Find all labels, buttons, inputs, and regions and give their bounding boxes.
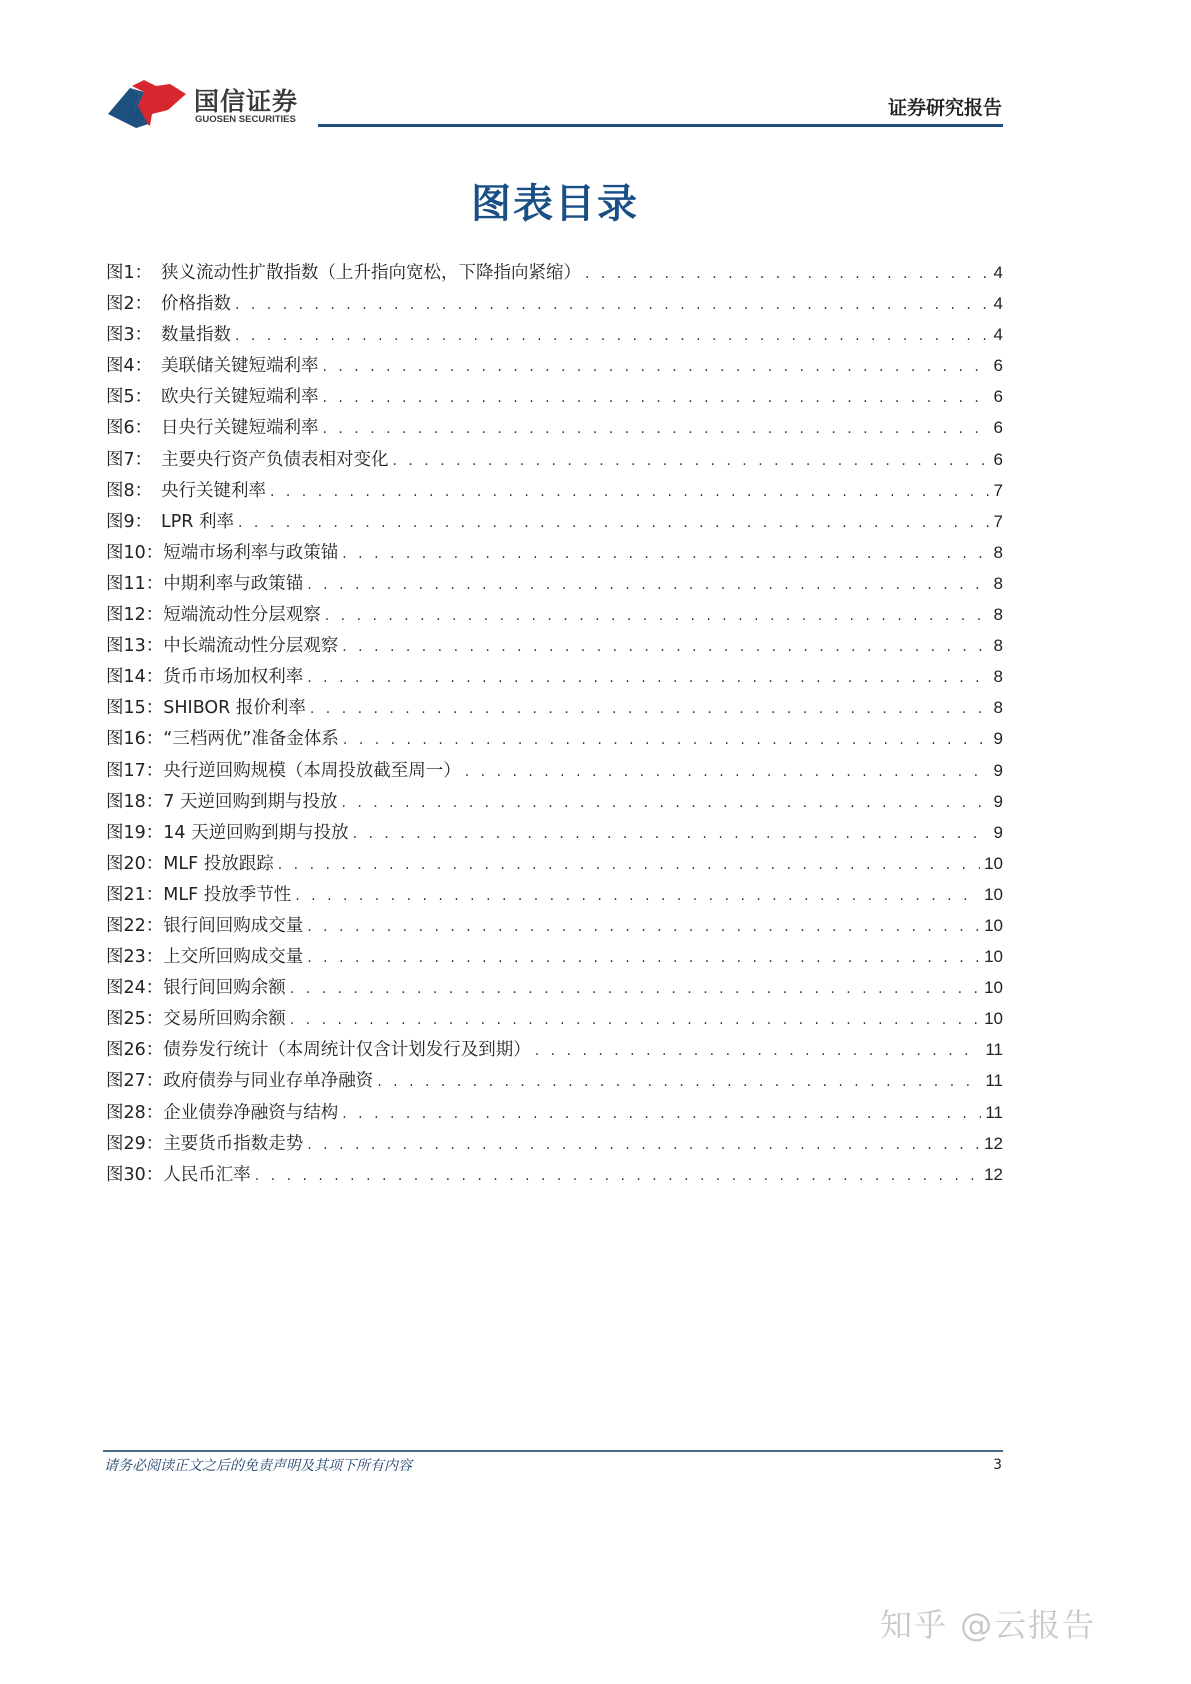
figure-page-number[interactable]: 10 (984, 947, 1003, 967)
figure-title[interactable]: 企业债券净融资与结构 (163, 1102, 339, 1123)
dot-leader (238, 515, 989, 531)
dot-leader (235, 297, 989, 313)
figure-page-number[interactable]: 4 (993, 263, 1003, 282)
figure-title[interactable]: “三档两优”准备金体系 (163, 729, 339, 750)
figure-page-number[interactable]: 10 (984, 978, 1003, 998)
toc-entry[interactable] (106, 290, 1003, 321)
figure-label: 图11： (106, 573, 164, 594)
toc-entry[interactable] (106, 601, 1003, 632)
figure-title[interactable]: 中长端流动性分层观察 (163, 636, 339, 657)
toc-entry[interactable] (106, 446, 1003, 477)
guosen-logo-icon (108, 80, 190, 128)
figure-page-number[interactable]: 11 (985, 1071, 1003, 1091)
toc-entry[interactable] (106, 539, 1003, 570)
figure-label: 图19： (106, 822, 164, 843)
figure-page-number[interactable]: 8 (993, 542, 1003, 562)
figure-title[interactable]: 人民币汇率 (163, 1164, 251, 1185)
toc-entry[interactable] (106, 632, 1003, 663)
dot-leader (325, 608, 989, 624)
toc-entry[interactable] (106, 725, 1003, 756)
toc-entry[interactable] (106, 694, 1003, 725)
dot-leader (290, 981, 980, 997)
figure-page-number[interactable]: 8 (993, 573, 1003, 593)
page-title: 图表目录 (471, 181, 639, 227)
figure-label: 图6： (106, 418, 153, 439)
figure-title[interactable]: 短端流动性分层观察 (163, 605, 321, 626)
figure-title[interactable]: 央行逆回购规模（本周投放截至周一） (163, 760, 461, 781)
toc-entry[interactable] (106, 1036, 1003, 1067)
figure-label: 图25： (106, 1009, 164, 1030)
dot-leader (307, 670, 989, 686)
toc-entry[interactable] (106, 259, 1003, 290)
figure-title[interactable]: 狭义流动性扩散指数（上升指向宽松，下降指向紧缩） (161, 263, 581, 283)
figure-page-number[interactable]: 10 (984, 1009, 1003, 1029)
figure-title[interactable]: 上交所回购成交量 (163, 947, 304, 968)
figure-page-number[interactable]: 10 (984, 915, 1003, 935)
dot-leader (377, 1074, 981, 1090)
figure-title[interactable]: 数量指数 (161, 325, 231, 346)
figure-label: 图30： (106, 1164, 164, 1185)
figure-title[interactable]: 短端市场利率与政策锚 (163, 542, 339, 563)
dot-leader (585, 266, 989, 282)
figure-page-number[interactable]: 6 (993, 387, 1003, 407)
dot-leader (307, 919, 980, 935)
toc-entry[interactable] (106, 1130, 1003, 1161)
toc-entry[interactable] (106, 321, 1003, 352)
figure-label: 图26： (106, 1040, 164, 1061)
figure-page-number[interactable]: 8 (993, 605, 1003, 625)
figure-label: 图24： (106, 978, 164, 999)
toc-entry[interactable] (106, 477, 1003, 508)
figure-title[interactable]: 日央行关键短端利率 (161, 418, 319, 439)
toc-entry[interactable] (106, 352, 1003, 383)
toc-entry[interactable] (106, 1005, 1003, 1036)
dot-leader (393, 453, 990, 469)
dot-leader (342, 1106, 981, 1122)
toc-entry[interactable] (106, 757, 1003, 788)
figure-title[interactable]: 价格指数 (161, 294, 231, 315)
page-number: 3 (993, 1457, 1002, 1473)
figure-page-number[interactable]: 9 (993, 822, 1003, 842)
dot-leader (323, 421, 990, 437)
toc-entry[interactable] (106, 881, 1003, 912)
figure-label: 图12： (106, 605, 164, 626)
figure-label: 图5： (106, 387, 153, 408)
figure-title[interactable]: 美联储关键短端利率 (161, 356, 319, 377)
figure-title[interactable]: 银行间回购成交量 (163, 915, 304, 936)
figure-page-number[interactable]: 6 (993, 356, 1003, 376)
figure-label: 图21： (106, 884, 164, 905)
toc-entry[interactable] (106, 1099, 1003, 1130)
toc-entry[interactable] (106, 414, 1003, 445)
figure-label: 图28： (106, 1102, 164, 1123)
figure-title[interactable]: MLF 投放跟踪 (163, 853, 274, 874)
figure-page-number[interactable]: 11 (985, 1040, 1003, 1060)
logo-english-name: GUOSEN SECURITIES (195, 114, 296, 125)
dot-leader (465, 764, 989, 780)
figure-title[interactable]: 主要货币指数走势 (163, 1133, 304, 1154)
toc-entry[interactable] (106, 383, 1003, 414)
figure-page-number[interactable]: 8 (993, 667, 1003, 687)
figure-page-number[interactable]: 9 (993, 791, 1003, 811)
footer-disclaimer: 请务必阅读正文之后的免责声明及其项下所有内容 (104, 1458, 412, 1474)
figure-label: 图3： (106, 325, 153, 346)
watermark: 知乎 @云报告 (880, 1606, 1097, 1644)
report-type-label: 证券研究报告 (887, 97, 1002, 119)
toc-entry[interactable] (106, 850, 1003, 881)
toc-entry[interactable] (106, 912, 1003, 943)
figure-label: 图1： (106, 263, 153, 283)
figure-page-number[interactable]: 7 (993, 511, 1003, 531)
toc-entry[interactable] (106, 1161, 1003, 1192)
figure-title[interactable]: 主要央行资产负债表相对变化 (161, 449, 389, 470)
figure-title[interactable]: 货币市场加权利率 (163, 667, 304, 688)
figure-page-number[interactable]: 8 (993, 636, 1003, 656)
toc-entry[interactable] (106, 819, 1003, 850)
toc-entry[interactable] (106, 663, 1003, 694)
figure-label: 图15： (106, 698, 164, 719)
figure-page-number[interactable]: 11 (985, 1102, 1003, 1122)
table-of-figures (106, 259, 1003, 1192)
figure-label: 图2： (106, 294, 153, 315)
dot-leader (353, 826, 989, 842)
figure-title[interactable]: 央行关键利率 (161, 480, 266, 501)
toc-entry[interactable] (106, 788, 1003, 819)
figure-title[interactable]: LPR 利率 (161, 511, 235, 532)
footer-divider (103, 1450, 1003, 1452)
toc-entry[interactable] (106, 943, 1003, 974)
figure-label: 图13： (106, 636, 164, 657)
figure-page-number[interactable]: 10 (984, 884, 1003, 904)
figure-label: 图27： (106, 1071, 164, 1092)
logo-chinese-name: 国信证券 (194, 87, 299, 116)
figure-label: 图18： (106, 791, 164, 812)
dot-leader (342, 546, 989, 562)
figure-page-number[interactable]: 4 (993, 325, 1003, 345)
dot-leader (290, 1012, 980, 1028)
toc-entry[interactable] (106, 1067, 1003, 1098)
figure-page-number[interactable]: 12 (984, 1164, 1003, 1184)
figure-label: 图17： (106, 760, 164, 781)
dot-leader (310, 701, 989, 717)
dot-leader (342, 639, 989, 655)
dot-leader (278, 857, 980, 873)
dot-leader (535, 1043, 982, 1059)
dot-leader (295, 888, 980, 904)
company-logo (108, 78, 308, 130)
toc-entry[interactable] (106, 974, 1003, 1005)
header-divider (318, 124, 1003, 127)
toc-entry[interactable] (106, 570, 1003, 601)
figure-label: 图22： (106, 915, 164, 936)
figure-title[interactable]: SHIBOR 报价利率 (163, 698, 306, 719)
figure-label: 图14： (106, 667, 164, 688)
figure-page-number[interactable]: 6 (993, 418, 1003, 438)
figure-page-number[interactable]: 12 (984, 1133, 1003, 1153)
toc-entry[interactable] (106, 508, 1003, 539)
figure-label: 图7： (106, 449, 153, 470)
figure-label: 图20： (106, 853, 164, 874)
figure-title[interactable]: 债券发行统计（本周统计仅含计划发行及到期） (163, 1040, 531, 1061)
dot-leader (235, 328, 989, 344)
figure-label: 图29： (106, 1133, 164, 1154)
dot-leader (307, 577, 989, 593)
figure-label: 图4： (106, 356, 153, 377)
figure-title[interactable]: MLF 投放季节性 (163, 884, 292, 905)
dot-leader (270, 484, 989, 500)
dot-leader (323, 390, 990, 406)
figure-label: 图23： (106, 947, 164, 968)
figure-label: 图16： (106, 729, 164, 750)
figure-page-number[interactable]: 6 (993, 449, 1003, 469)
figure-page-number[interactable]: 7 (993, 480, 1003, 500)
dot-leader (343, 732, 989, 748)
figure-page-number[interactable]: 9 (993, 729, 1003, 749)
figure-title[interactable]: 中期利率与政策锚 (163, 573, 304, 594)
dot-leader (323, 359, 990, 375)
figure-label: 图10： (106, 542, 164, 563)
dot-leader (307, 1137, 980, 1153)
figure-label: 图8： (106, 480, 153, 501)
figure-page-number[interactable]: 9 (993, 760, 1003, 780)
figure-page-number[interactable]: 8 (993, 698, 1003, 718)
figure-title[interactable]: 7 天逆回购到期与投放 (163, 791, 338, 812)
figure-page-number[interactable]: 4 (993, 294, 1003, 314)
dot-leader (255, 1168, 980, 1184)
figure-title[interactable]: 交易所回购余额 (163, 1009, 286, 1030)
figure-label: 图9： (106, 511, 153, 532)
dot-leader (307, 950, 980, 966)
dot-leader (341, 795, 989, 811)
figure-title[interactable]: 14 天逆回购到期与投放 (163, 822, 349, 843)
figure-title[interactable]: 政府债券与同业存单净融资 (163, 1071, 374, 1092)
figure-page-number[interactable]: 10 (984, 853, 1003, 873)
figure-title[interactable]: 欧央行关键短端利率 (161, 387, 319, 408)
figure-title[interactable]: 银行间回购余额 (163, 978, 286, 999)
